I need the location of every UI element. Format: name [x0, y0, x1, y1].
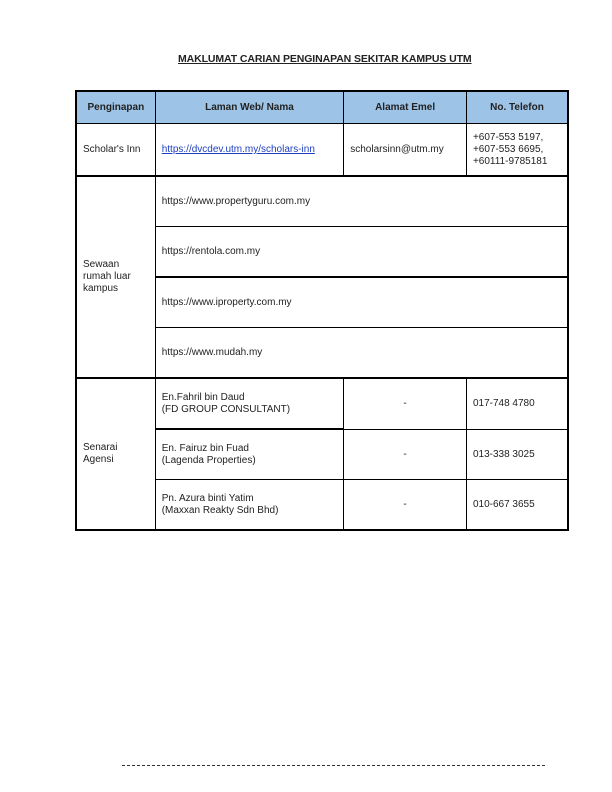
header-website-name: Laman Web/ Nama: [155, 91, 344, 124]
rental-website: https://www.iproperty.com.my: [155, 277, 568, 328]
agent-phone: 017-748 4780: [466, 378, 568, 429]
agent-name: En.Fahril bin Daud: [161, 391, 245, 403]
agent-email: -: [344, 378, 467, 429]
category-line: rumah luar: [83, 271, 131, 282]
accommodation-table: [75, 90, 569, 531]
table-row-agent: [76, 378, 568, 429]
header-phone: No. Telefon: [466, 91, 568, 124]
phone-line: +607-553 6695,: [472, 143, 544, 155]
table-row-scholars-inn: [76, 124, 568, 177]
agent-phone: 010-667 3655: [466, 480, 568, 531]
agent-company: (FD GROUP CONSULTANT): [161, 403, 291, 415]
agent-company: (Maxxan Reakty Sdn Bhd): [161, 504, 279, 516]
rental-website: https://www.propertyguru.com.my: [155, 176, 568, 227]
phone-line: +607-553 5197,: [472, 131, 544, 143]
rental-website: https://www.mudah.my: [155, 328, 568, 379]
agent-name-cell: [155, 378, 344, 429]
header-email: Alamat Emel: [344, 91, 467, 124]
phone-line: +60111-9785181: [472, 155, 548, 167]
agent-email: -: [344, 429, 467, 480]
scholars-inn-link[interactable]: https://dvcdev.utm.my/scholars-inn: [161, 144, 315, 155]
agent-name: Pn. Azura binti Yatim: [161, 492, 254, 504]
category-rental: [76, 176, 155, 378]
header-penginapan: Penginapan: [76, 91, 155, 124]
rental-website: https://rentola.com.my: [155, 227, 568, 278]
website-cell: [155, 124, 344, 177]
category-line: Agensi: [83, 454, 114, 465]
table-row-rental: [76, 176, 568, 227]
email-scholars-inn: scholarsinn@utm.my: [344, 124, 467, 177]
agent-phone: 013-338 3025: [466, 429, 568, 480]
agent-company: (Lagenda Properties): [161, 454, 256, 466]
table-header-row: [76, 91, 568, 124]
category-line: Sewaan: [83, 259, 120, 270]
agent-email: -: [344, 480, 467, 531]
agent-name: En. Fairuz bin Fuad: [161, 442, 249, 454]
category-scholars-inn: Scholar's Inn: [76, 124, 155, 177]
category-line: Senarai: [83, 442, 118, 453]
document-title: MAKLUMAT CARIAN PENGINAPAN SEKITAR KAMPUS UTM: [178, 53, 472, 65]
agent-name-cell: [155, 480, 344, 531]
agent-name-cell: [155, 429, 344, 480]
category-line: kampus: [83, 283, 119, 294]
footer-dashed-divider: [122, 765, 545, 766]
category-agents: [76, 378, 155, 530]
phone-cell: [466, 124, 568, 177]
